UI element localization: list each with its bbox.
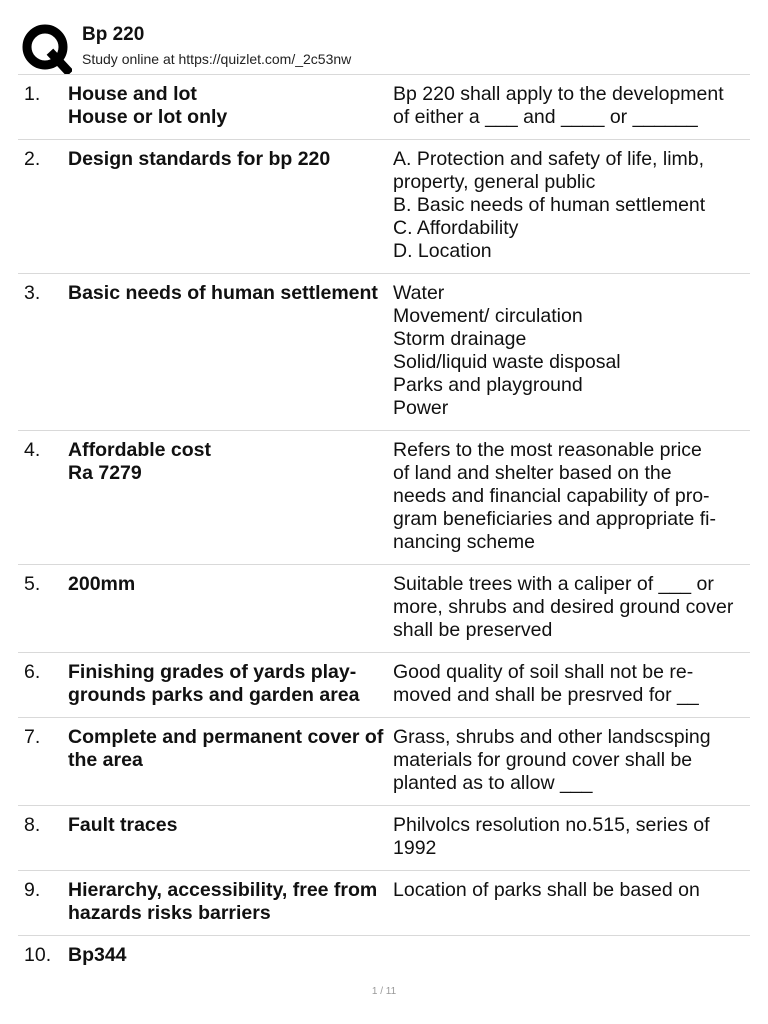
card-term: Bp344 bbox=[68, 944, 127, 966]
flashcard-row bbox=[18, 274, 750, 431]
card-number: 7. bbox=[24, 726, 41, 748]
card-number: 1. bbox=[24, 83, 41, 105]
card-definition: Suitable trees with a caliper of ___ or more, shrubs and desired ground cover shall be preserved bbox=[393, 573, 734, 641]
card-number: 6. bbox=[24, 661, 41, 683]
card-definition bbox=[393, 944, 750, 967]
set-title: Bp 220 bbox=[82, 24, 145, 45]
card-term: House and lot House or lot only bbox=[68, 83, 228, 128]
page-indicator: 1 / 11 bbox=[371, 986, 397, 997]
flashcard-row bbox=[18, 936, 750, 977]
card-definition: Location of parks shall be based on bbox=[393, 879, 700, 901]
flashcard-row bbox=[18, 140, 750, 274]
flashcard-row bbox=[18, 75, 750, 140]
card-definition: Good quality of soil shall not be re- moved and shall be presrved for __ bbox=[393, 661, 699, 706]
card-number: 4. bbox=[24, 439, 41, 461]
card-term: Basic needs of human settlement bbox=[68, 282, 378, 304]
study-online-link[interactable]: Study online at https://quizlet.com/_2c53nw bbox=[82, 51, 352, 67]
flashcard-row bbox=[18, 565, 750, 653]
card-term: Finishing grades of yards play- grounds parks and garden area bbox=[68, 661, 360, 706]
flashcard-row bbox=[18, 718, 750, 806]
card-number: 8. bbox=[24, 814, 41, 836]
card-definition: A. Protection and safety of life, limb, property, general public B. Basic needs of human settlement C. Affordability D. Location bbox=[393, 148, 706, 262]
card-term: 200mm bbox=[68, 573, 136, 595]
page-header bbox=[20, 18, 750, 74]
quizlet-q-logo-icon[interactable] bbox=[20, 22, 72, 74]
card-number: 2. bbox=[24, 148, 41, 170]
flashcard-row bbox=[18, 871, 750, 936]
card-term: Fault traces bbox=[68, 814, 178, 836]
card-definition: Refers to the most reasonable price of land and shelter based on the needs and financial capability of pro- gram beneficiaries and appropriate fi- nancing scheme bbox=[393, 439, 717, 553]
card-definition: Bp 220 shall apply to the development of either a ___ and ____ or ______ bbox=[393, 83, 724, 128]
card-definition: Philvolcs resolution no.515, series of 1992 bbox=[393, 814, 710, 859]
card-definition: Grass, shrubs and other landscsping materials for ground cover shall be planted as to allow ___ bbox=[393, 726, 711, 794]
card-term: Complete and permanent cover of the area bbox=[68, 726, 384, 771]
card-number: 10. bbox=[24, 944, 52, 966]
card-term: Design standards for bp 220 bbox=[68, 148, 331, 170]
card-term: Hierarchy, accessibility, free from hazards risks barriers bbox=[68, 879, 378, 924]
card-definition: Water Movement/ circulation Storm drainage Solid/liquid waste disposal Parks and playground Power bbox=[393, 282, 621, 419]
flashcard-row bbox=[18, 653, 750, 718]
flashcard-row bbox=[18, 431, 750, 565]
card-number: 9. bbox=[24, 879, 41, 901]
card-term: Affordable cost Ra 7279 bbox=[68, 439, 212, 484]
card-number: 5. bbox=[24, 573, 41, 595]
card-number: 3. bbox=[24, 282, 41, 304]
flashcard-table bbox=[18, 74, 750, 977]
flashcard-row bbox=[18, 806, 750, 871]
